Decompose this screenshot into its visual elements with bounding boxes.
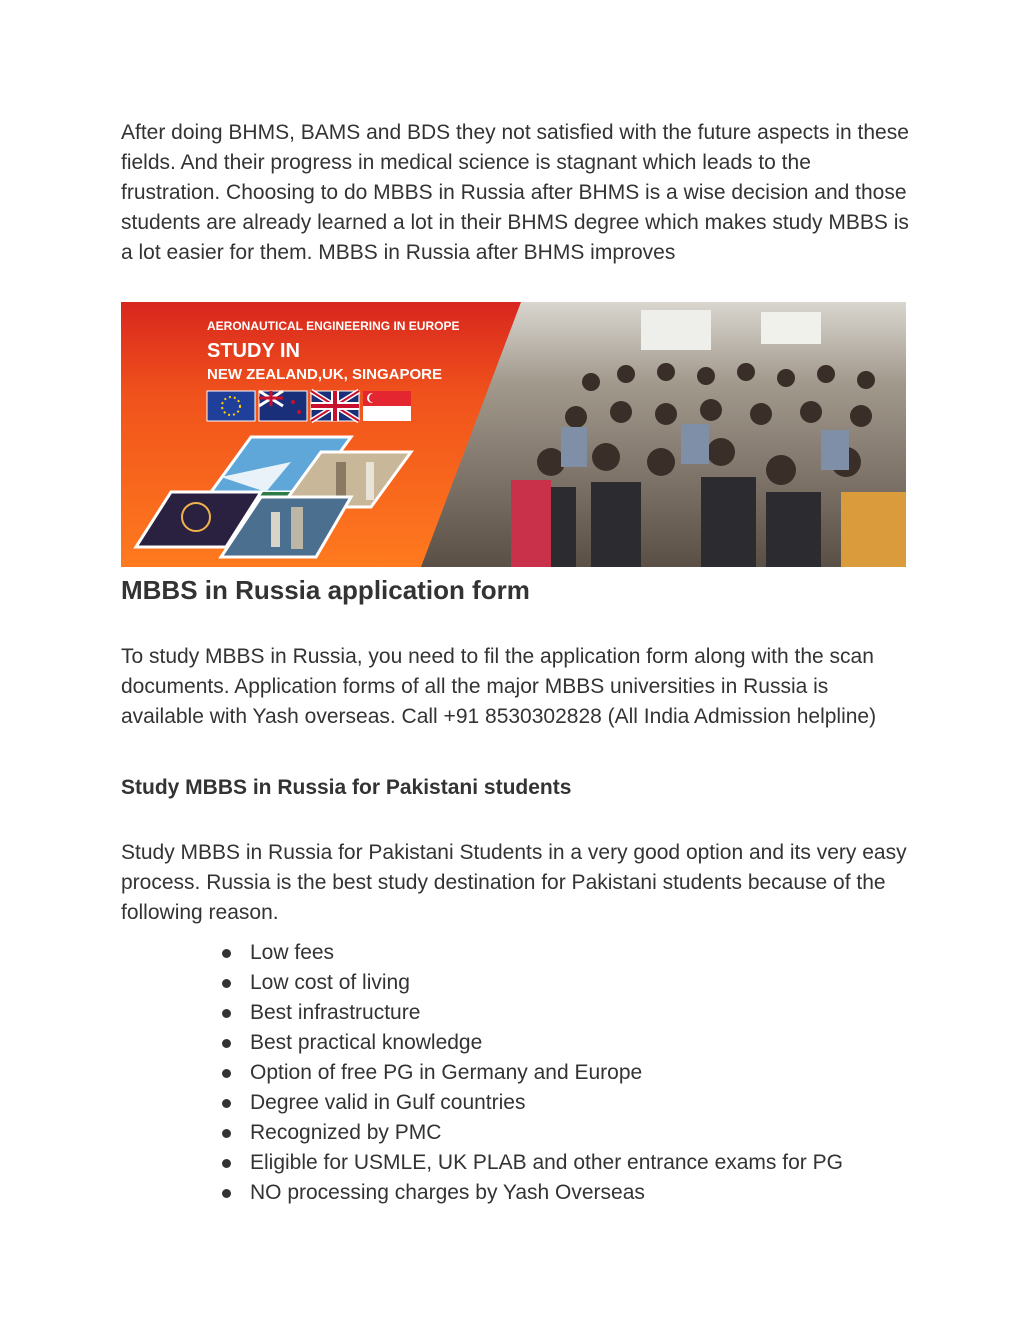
- bullet-icon: [222, 1159, 231, 1168]
- list-item: NO processing charges by Yash Overseas: [220, 1178, 843, 1208]
- promo-banner-image: [121, 302, 906, 567]
- list-item: Best practical knowledge: [220, 1028, 843, 1058]
- banner-line1: AERONAUTICAL ENGINEERING IN EUROPE: [207, 319, 460, 333]
- bullet-icon: [222, 1129, 231, 1138]
- bullet-icon: [222, 1009, 231, 1018]
- list-item: Option of free PG in Germany and Europe: [220, 1058, 843, 1088]
- bullet-icon: [222, 1039, 231, 1048]
- application-form-paragraph: To study MBBS in Russia, you need to fil the application form along with the scan documents. Application forms of all the major MBBS universities in Russia is available with Yash overseas. Call +91 8530302828 (All India Admission helpline): [121, 645, 877, 728]
- singapore-flag-icon: [363, 391, 411, 421]
- section-heading-pakistani-students: Study MBBS in Russia for Pakistani students: [121, 776, 572, 799]
- list-item: Recognized by PMC: [220, 1118, 843, 1148]
- list-item: Eligible for USMLE, UK PLAB and other entrance exams for PG: [220, 1148, 843, 1178]
- reasons-list: [220, 938, 843, 1208]
- bullet-icon: [222, 949, 231, 958]
- list-item: Degree valid in Gulf countries: [220, 1088, 843, 1118]
- list-item: Best infrastructure: [220, 998, 843, 1028]
- bullet-icon: [222, 1069, 231, 1078]
- pakistani-students-paragraph: Study MBBS in Russia for Pakistani Students in a very good option and its very easy process. Russia is the best study destination for Pakistani students because of the following reason.: [121, 841, 907, 924]
- banner-line3: NEW ZEALAND,UK, SINGAPORE: [207, 366, 443, 383]
- banner-line2: STUDY IN: [207, 340, 300, 362]
- bullet-icon: [222, 1099, 231, 1108]
- list-item: Low cost of living: [220, 968, 843, 998]
- uk-flag-icon: [311, 391, 359, 421]
- bullet-icon: [222, 979, 231, 988]
- intro-paragraph: After doing BHMS, BAMS and BDS they not satisfied with the future aspects in these fields. And their progress in medical science is stagnant which leads to the frustration. Choosing to do MBBS in Russia after BHMS is a wise decision and those students are already learned a lot in their BHMS degree which makes study MBBS is a lot easier for them. MBBS in Russia after BHMS improves: [121, 121, 909, 264]
- bullet-icon: [222, 1189, 231, 1198]
- section-heading-application-form: MBBS in Russia application form: [121, 575, 530, 605]
- list-item: Low fees: [220, 938, 843, 968]
- eu-flag-icon: [207, 391, 255, 421]
- new-zealand-flag-icon: [259, 391, 307, 421]
